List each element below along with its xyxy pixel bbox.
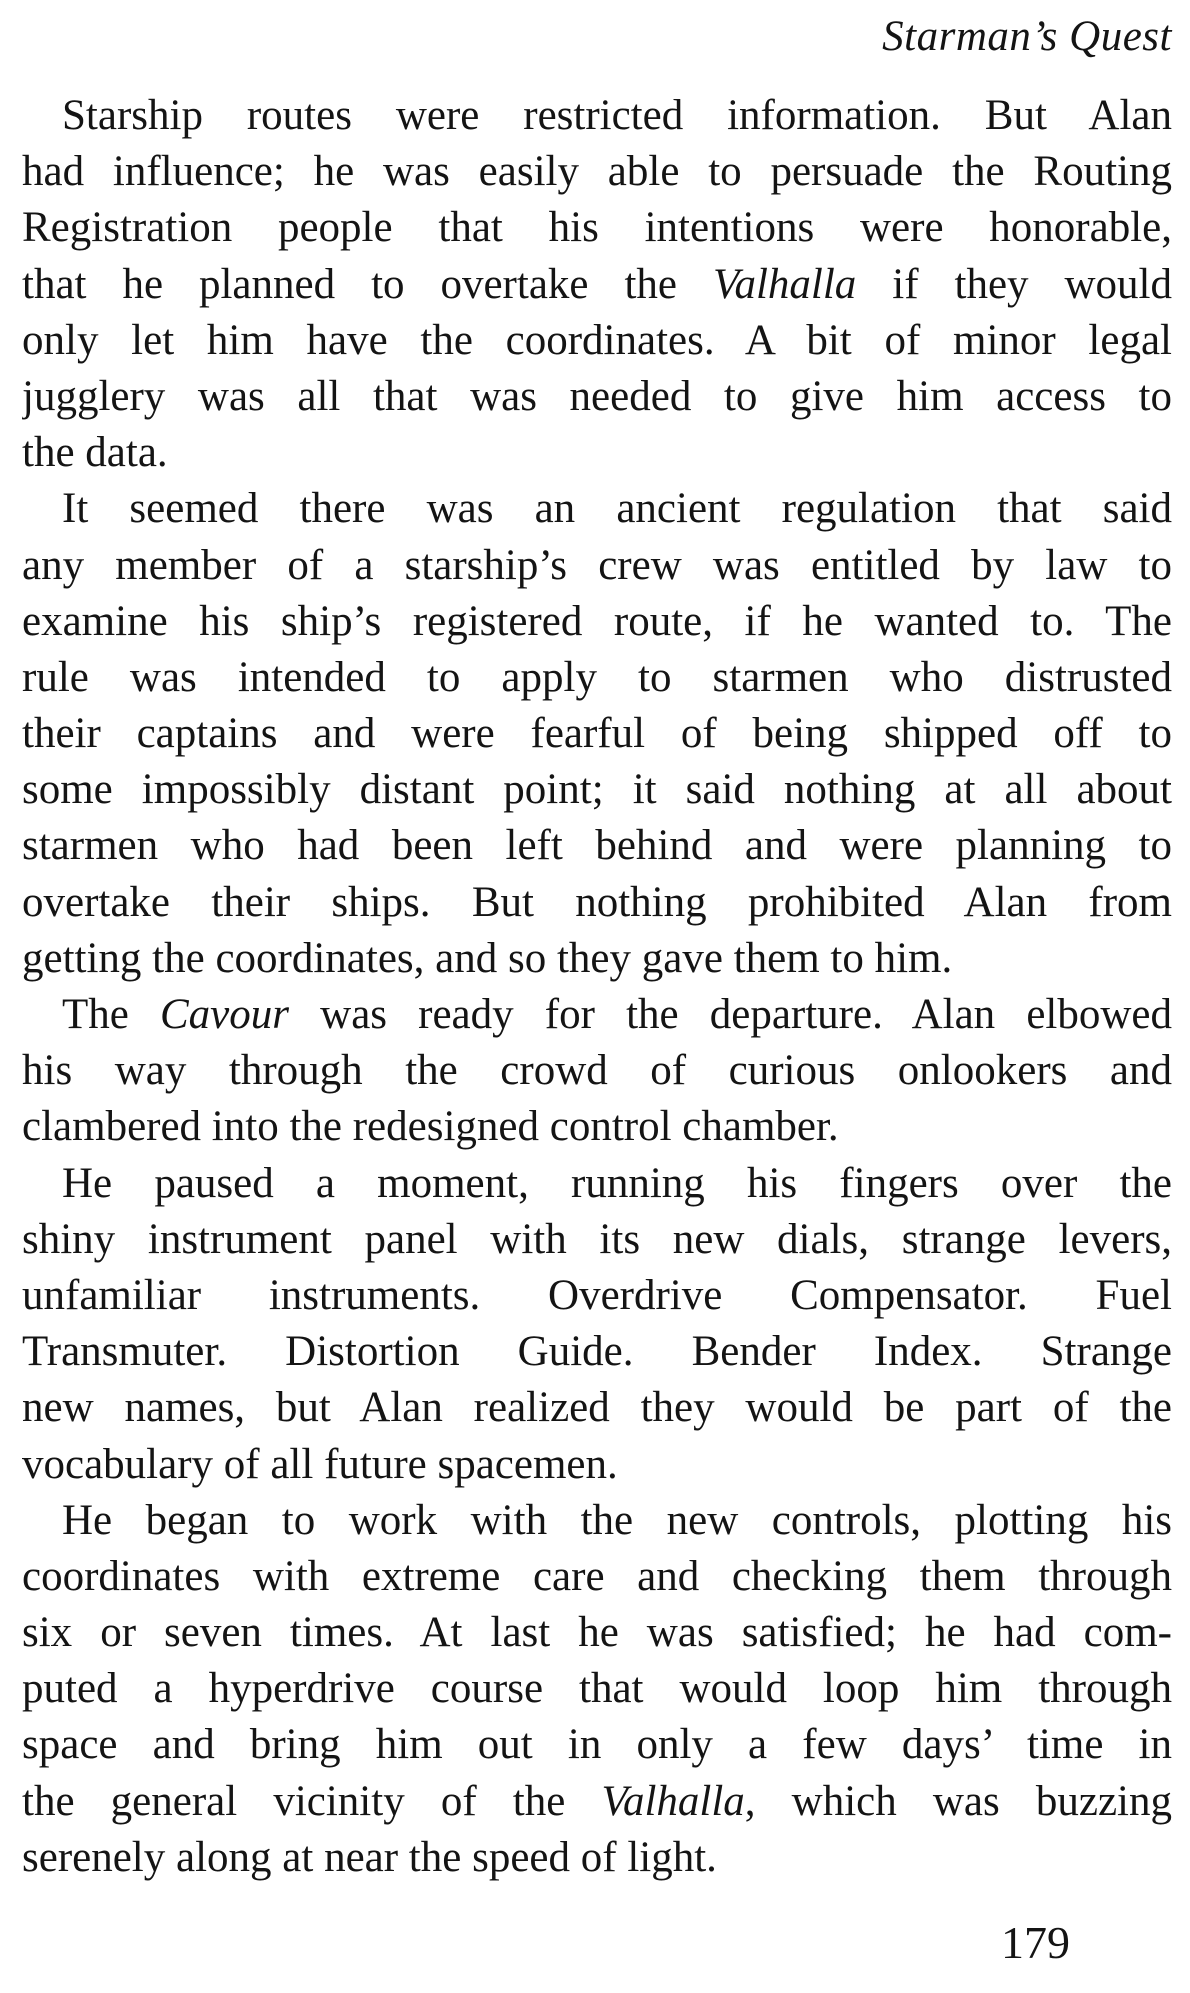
text-line: getting the coordinates, and so they gave them to him. — [22, 934, 953, 982]
text-line: new names, but Alan realized they would be part of the — [22, 1384, 1172, 1432]
text-line: clambered into the redesigned control chamber. — [22, 1103, 839, 1151]
text-line: rule was intended to apply to starmen who distrusted — [22, 653, 1172, 701]
text-line: Starship routes were restricted information. But Alan — [62, 92, 1172, 139]
text-line: Registration people that his intentions were honorable, — [22, 204, 1172, 252]
text-line: that he planned to overtake the Valhalla if they would — [22, 260, 1172, 308]
text-line: serenely along at near the speed of light. — [22, 1833, 717, 1881]
text-line: puted a hyperdrive course that would loop him through — [22, 1665, 1172, 1713]
text-line: Transmuter. Distortion Guide. Bender Index. Strange — [22, 1328, 1172, 1376]
text-line: his way through the crowd of curious onlookers and — [22, 1047, 1172, 1095]
text-line: overtake their ships. But nothing prohibited Alan from — [22, 878, 1172, 926]
text-line: space and bring him out in only a few days’ time in — [22, 1721, 1172, 1769]
text-line: any member of a starship’s crew was entitled by law to — [22, 541, 1172, 589]
text-line: coordinates with extreme care and checking them through — [22, 1552, 1172, 1600]
text-line: vocabulary of all future spacemen. — [22, 1440, 618, 1488]
text-line: the data. — [22, 429, 168, 477]
text-line: jugglery was all that was needed to give him access to — [22, 372, 1172, 420]
body-text — [22, 88, 1172, 1886]
page-number: 179 — [1001, 1917, 1070, 1968]
running-head: Starman’s Quest — [882, 13, 1172, 60]
text-line: unfamiliar instruments. Overdrive Compensator. Fuel — [22, 1271, 1172, 1319]
text-line: only let him have the coordinates. A bit of minor legal — [22, 316, 1172, 364]
paragraph-2 — [22, 481, 1172, 987]
paragraph-5 — [22, 1493, 1172, 1886]
paragraph-3 — [22, 987, 1172, 1156]
text-line: The Cavour was ready for the departure. Alan elbowed — [62, 991, 1172, 1038]
text-line: He paused a moment, running his fingers over the — [62, 1159, 1172, 1207]
text-line: shiny instrument panel with its new dials, strange levers, — [22, 1215, 1172, 1263]
text-line: It seemed there was an ancient regulation that said — [62, 485, 1172, 533]
text-line: He began to work with the new controls, plotting his — [62, 1496, 1172, 1544]
paragraph-1 — [22, 88, 1172, 481]
paragraph-4 — [22, 1156, 1172, 1493]
text-line: had influence; he was easily able to persuade the Routing — [22, 148, 1172, 196]
text-line: six or seven times. At last he was satisfied; he had com- — [22, 1609, 1172, 1657]
text-line: some impossibly distant point; it said nothing at all about — [22, 766, 1172, 814]
text-line: their captains and were fearful of being shipped off to — [22, 710, 1172, 758]
text-line: starmen who had been left behind and were planning to — [22, 822, 1172, 870]
text-line: the general vicinity of the Valhalla, which was buzzing — [22, 1777, 1172, 1825]
text-line: examine his ship’s registered route, if he wanted to. The — [22, 597, 1172, 645]
